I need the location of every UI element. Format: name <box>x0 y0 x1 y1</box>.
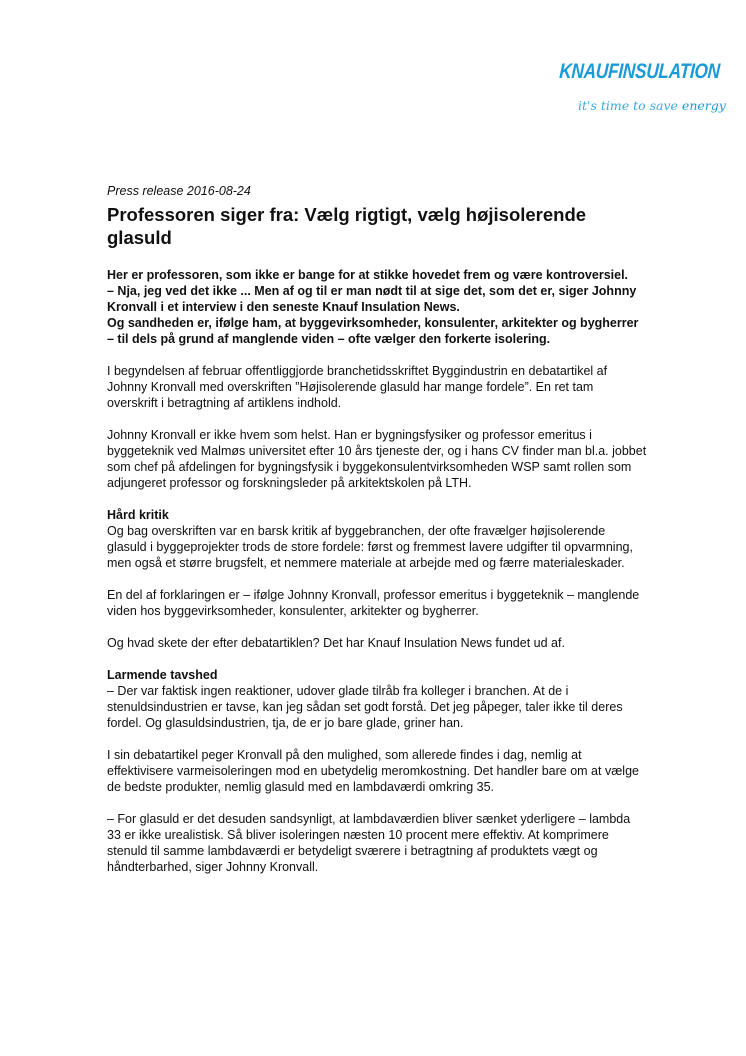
paragraph-3: Og bag overskriften var en barsk kritik af byggebranchen, der ofte fravælger højisolerende glasuld i byggeprojekter trods de store fordele: først og fremmest lavere udgifter til opvarmning, men også et større brugsfelt, et nemmere materiale at arbejde med og færre materialeskader. <box>107 524 633 570</box>
press-release-date: Press release 2016-08-24 <box>107 184 251 198</box>
paragraph-1: I begyndelsen af februar offentliggjorde branchetidsskriftet Byggindustrin en debatartikel af Johnny Kronvall med overskriften ”Højisolerende glasuld har mange fordele”. En ret tam overskrift i betragtning af artiklens indhold. <box>107 364 608 410</box>
paragraph-7: I sin debatartikel peger Kronvall på den mulighed, som allerede findes i dag, nemlig at effektivisere varmeisoleringen mod en ubetydelig meromkostning. Det handler bare om at vælge de bedste produkter, nemlig glasuld med en lambdaværdi omkring 35. <box>107 748 639 794</box>
lead-paragraph <box>107 267 647 347</box>
knauf-insulation-logo <box>558 60 726 130</box>
logo-brand-insulation: INSULATION <box>617 60 721 83</box>
section-heading-hard-kritik: Hård kritik <box>107 508 169 522</box>
press-release-body <box>107 183 647 875</box>
page-title: Professoren siger fra: Vælg rigtigt, vælg højisolerende glasuld <box>107 204 587 248</box>
logo-tagline-main: it's time to save <box>578 98 682 113</box>
lead-line-2: – Nja, jeg ved det ikke ... Men af og til er man nødt til at sige det, som det er, siger Johnny Kronvall i et interview i den seneste Knauf Insulation News. <box>107 284 637 314</box>
lead-line-3: Og sandheden er, ifølge ham, at byggevirksomheder, konsulenter, arkitekter og bygherrer – til dels på grund af manglende viden – ofte vælger den forkerte isolering. <box>107 316 639 346</box>
paragraph-8: – For glasuld er det desuden sandsynligt, at lambdaværdien bliver sænket yderligere – lambda 33 er ikke urealistisk. Så bliver isoleringen næsten 10 procent mere effektiv. At komprimere stenuld til samme lambdaværdi er betydeligt sværere i betragtning af produktets vægt og håndterbarhed, siger Johnny Kronvall. <box>107 812 631 874</box>
logo-tagline <box>578 98 726 113</box>
lead-line-1: Her er professoren, som ikke er bange for at stikke hovedet frem og være kontroversiel. <box>107 268 629 282</box>
logo-tagline-energy: energy <box>681 98 726 113</box>
logo-brand-knauf: KNAUF <box>558 60 620 83</box>
paragraph-5: Og hvad skete der efter debatartiklen? Det har Knauf Insulation News fundet ud af. <box>107 636 565 650</box>
paragraph-4: En del af forklaringen er – ifølge Johnny Kronvall, professor emeritus i byggeteknik – manglende viden hos byggevirksomheder, konsulenter, arkitekter og bygherrer. <box>107 588 640 618</box>
logo-wordmark <box>559 60 721 84</box>
paragraph-6: – Der var faktisk ingen reaktioner, udover glade tilråb fra kolleger i branchen. At de i stenuldsindustrien er tavse, kan jeg sådan set godt forstå. Det jeg påpeger, taler ikke til deres fordel. Og glasuldsindustrien, tja, de er jo bare glade, griner han. <box>107 684 623 730</box>
paragraph-2: Johnny Kronvall er ikke hvem som helst. Han er bygningsfysiker og professor emeritus i byggeteknik ved Malmøs universitet efter 10 års tjeneste der, og i hans CV finder man bl.a. jobbet som chef på afdelingen for bygningsfysik i byggekonsulentvirksomheden WSP samt rollen som adjungeret professor og forskningsleder på arkitektskolen på LTH. <box>107 428 647 490</box>
section-heading-larmende-tavshed: Larmende tavshed <box>107 668 218 682</box>
